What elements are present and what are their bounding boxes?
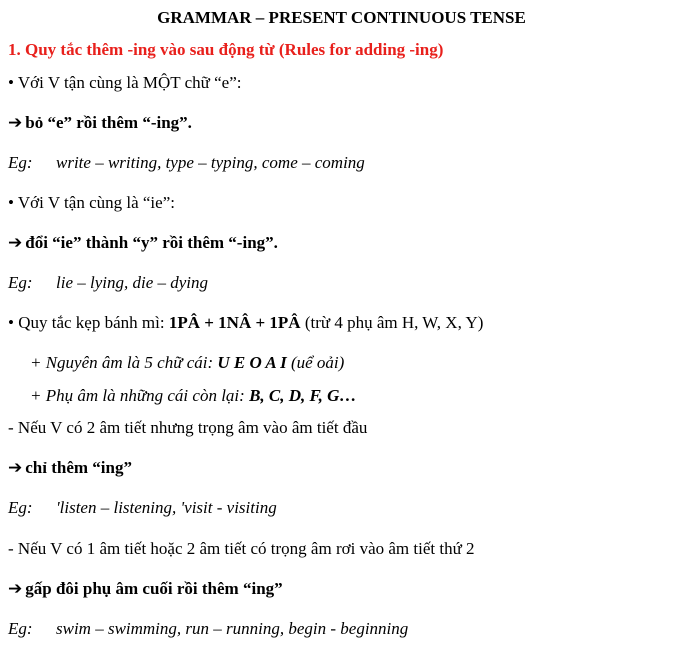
consonant-line xyxy=(30,385,356,407)
example-text: lie – lying, die – dying xyxy=(56,273,209,292)
vowel-line xyxy=(30,352,344,374)
consonant-letters: B, C, D, F, G… xyxy=(249,386,357,405)
rule-double-action-text: gấp đôi phụ âm cuối rồi thêm “ing” xyxy=(25,579,283,598)
consonant-prefix: + Phụ âm là những cái còn lại: xyxy=(30,386,250,405)
vowel-letters: U E O A I xyxy=(217,353,287,372)
rule-e-action-text: bỏ “e” rồi thêm “-ing”. xyxy=(25,113,192,132)
example-text: swim – swimming, run – running, begin - beginning xyxy=(56,619,409,638)
arrow-right-icon: ➔ xyxy=(8,233,23,253)
example-text: 'listen – listening, 'visit - visiting xyxy=(56,498,277,517)
example-text: write – writing, type – typing, come – coming xyxy=(56,153,365,172)
arrow-right-icon: ➔ xyxy=(8,113,23,133)
example-label: Eg: xyxy=(8,273,33,292)
vowel-suffix: (uể oải) xyxy=(286,353,345,372)
rule-stress-first-text: - Nếu V có 2 âm tiết nhưng trọng âm vào âm tiết đầu xyxy=(8,418,368,437)
rule-double-text: - Nếu V có 1 âm tiết hoặc 2 âm tiết có trọng âm rơi vào âm tiết thứ 2 xyxy=(8,539,475,558)
vowel-prefix: + Nguyên âm là 5 chữ cái: xyxy=(30,353,218,372)
example-label: Eg: xyxy=(8,498,33,517)
sandwich-formula: 1PÂ + 1NÂ + 1PÂ xyxy=(168,313,301,332)
example-label: Eg: xyxy=(8,153,33,172)
arrow-right-icon: ➔ xyxy=(8,458,23,478)
rule-stress-first-action xyxy=(8,457,132,479)
rule-ie-action-text: đổi “ie” thành “y” rồi thêm “-ing”. xyxy=(25,233,278,252)
rule-ie-bullet: • Với V tận cùng là “ie”: xyxy=(8,193,175,212)
rule-e-bullet: • Với V tận cùng là MỘT chữ “e”: xyxy=(8,73,242,92)
section-heading: 1. Quy tắc thêm -ing vào sau động từ (Rules for adding -ing) xyxy=(8,40,444,59)
rule-ie-example xyxy=(8,272,208,294)
rule-ie-action xyxy=(8,232,278,254)
sandwich-suffix: (trừ 4 phụ âm H, W, X, Y) xyxy=(300,313,484,332)
rule-stress-first-example xyxy=(8,497,277,519)
rule-e-example xyxy=(8,152,365,174)
rule-stress-first-action-text: chỉ thêm “ing” xyxy=(25,458,132,477)
sandwich-prefix: • Quy tắc kẹp bánh mì: xyxy=(8,313,169,332)
page-title: GRAMMAR – PRESENT CONTINUOUS TENSE xyxy=(157,8,526,27)
rule-sandwich-bullet xyxy=(8,312,483,334)
rule-e-action xyxy=(8,112,192,134)
rule-double-action xyxy=(8,578,283,600)
arrow-right-icon: ➔ xyxy=(8,579,23,599)
rule-double-example xyxy=(8,618,408,640)
example-label: Eg: xyxy=(8,619,33,638)
